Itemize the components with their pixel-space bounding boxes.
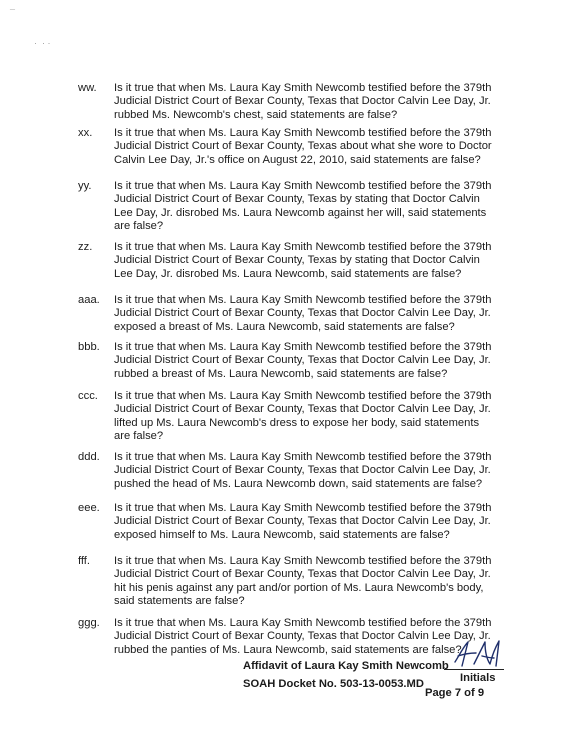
item-label: zz. bbox=[78, 241, 93, 253]
docket-number: SOAH Docket No. 503-13-0053.MD bbox=[243, 678, 424, 690]
initials-label: Initials bbox=[460, 672, 496, 684]
item-text: Is it true that when Ms. Laura Kay Smith Newcomb testified before the 379th Judicial District Court of Bexar County, Texas that Doctor Calvin Lee Day, Jr. rubbed Ms. Newcomb's chest, said statements are false? bbox=[114, 82, 492, 121]
item-text: Is it true that when Ms. Laura Kay Smith Newcomb testified before the 379th Judicial District Court of Bexar County, Texas that Doctor Calvin Lee Day, Jr. exposed himself to Ms. Laura Newcomb, said statements are false? bbox=[114, 502, 492, 541]
item-label: ww. bbox=[78, 82, 97, 94]
item-label: aaa. bbox=[78, 294, 100, 306]
item-text: Is it true that when Ms. Laura Kay Smith Newcomb testified before the 379th Judicial District Court of Bexar County, Texas that Doctor Calvin Lee Day, Jr. exposed a breast of Ms. Laura Newcomb, said statements are false? bbox=[114, 294, 492, 333]
item-label: ccc. bbox=[78, 390, 98, 402]
item-text: Is it true that when Ms. Laura Kay Smith Newcomb testified before the 379th Judicial District Court of Bexar County, Texas that Doctor Calvin Lee Day, Jr. pushed the head of Ms. Laura Newcomb down, said statements are false? bbox=[114, 451, 492, 490]
item-label: fff. bbox=[78, 555, 91, 567]
item-text: Is it true that when Ms. Laura Kay Smith Newcomb testified before the 379th Judicial District Court of Bexar County, Texas that Doctor Calvin Lee Day, Jr. hit his penis against any part and/or portion of Ms. Laura Newcomb's body, said statements are false? bbox=[114, 555, 492, 608]
affidavit-title: Affidavit of Laura Kay Smith Newcomb bbox=[243, 660, 449, 672]
page-number: Page 7 of 9 bbox=[425, 687, 485, 699]
item-label: yy. bbox=[78, 180, 92, 192]
scan-mark: · · · bbox=[34, 38, 51, 48]
item-text: Is it true that when Ms. Laura Kay Smith Newcomb testified before the 379th Judicial District Court of Bexar County, Texas about what she wore to Doctor Calvin Lee Day, Jr.'s office on August 22, 2010, said statements are false? bbox=[114, 127, 492, 166]
item-label: ddd. bbox=[78, 451, 100, 463]
item-text: Is it true that when Ms. Laura Kay Smith Newcomb testified before the 379th Judicial District Court of Bexar County, Texas that Doctor Calvin Lee Day, Jr. lifted up Ms. Laura Newcomb's dress to expose her body, said statements are false? bbox=[114, 390, 492, 443]
initials-line bbox=[444, 669, 504, 670]
scan-mark: ¯ bbox=[10, 8, 15, 18]
item-text: Is it true that when Ms. Laura Kay Smith Newcomb testified before the 379th Judicial District Court of Bexar County, Texas by stating that Doctor Calvin Lee Day, Jr. disrobed Ms. Laura Newcomb, said statements are false? bbox=[114, 241, 492, 280]
item-label: bbb. bbox=[78, 341, 100, 353]
initials-signature bbox=[452, 636, 510, 672]
item-text: Is it true that when Ms. Laura Kay Smith Newcomb testified before the 379th Judicial District Court of Bexar County, Texas by stating that Doctor Calvin Lee Day, Jr. disrobed Ms. Laura Newcomb against her will, said statements are false? bbox=[114, 180, 492, 233]
item-label: xx. bbox=[78, 127, 93, 139]
item-text: Is it true that when Ms. Laura Kay Smith Newcomb testified before the 379th Judicial District Court of Bexar County, Texas that Doctor Calvin Lee Day, Jr. rubbed a breast of Ms. Laura Newcomb, said statements are false? bbox=[114, 341, 492, 380]
item-label: eee. bbox=[78, 502, 100, 514]
item-label: ggg. bbox=[78, 617, 100, 629]
item-text: Is it true that when Ms. Laura Kay Smith Newcomb testified before the 379th Judicial District Court of Bexar County, Texas that Doctor Calvin Lee Day, Jr. rubbed the panties of Ms. Laura Newcomb, said statements are false? bbox=[114, 617, 492, 656]
